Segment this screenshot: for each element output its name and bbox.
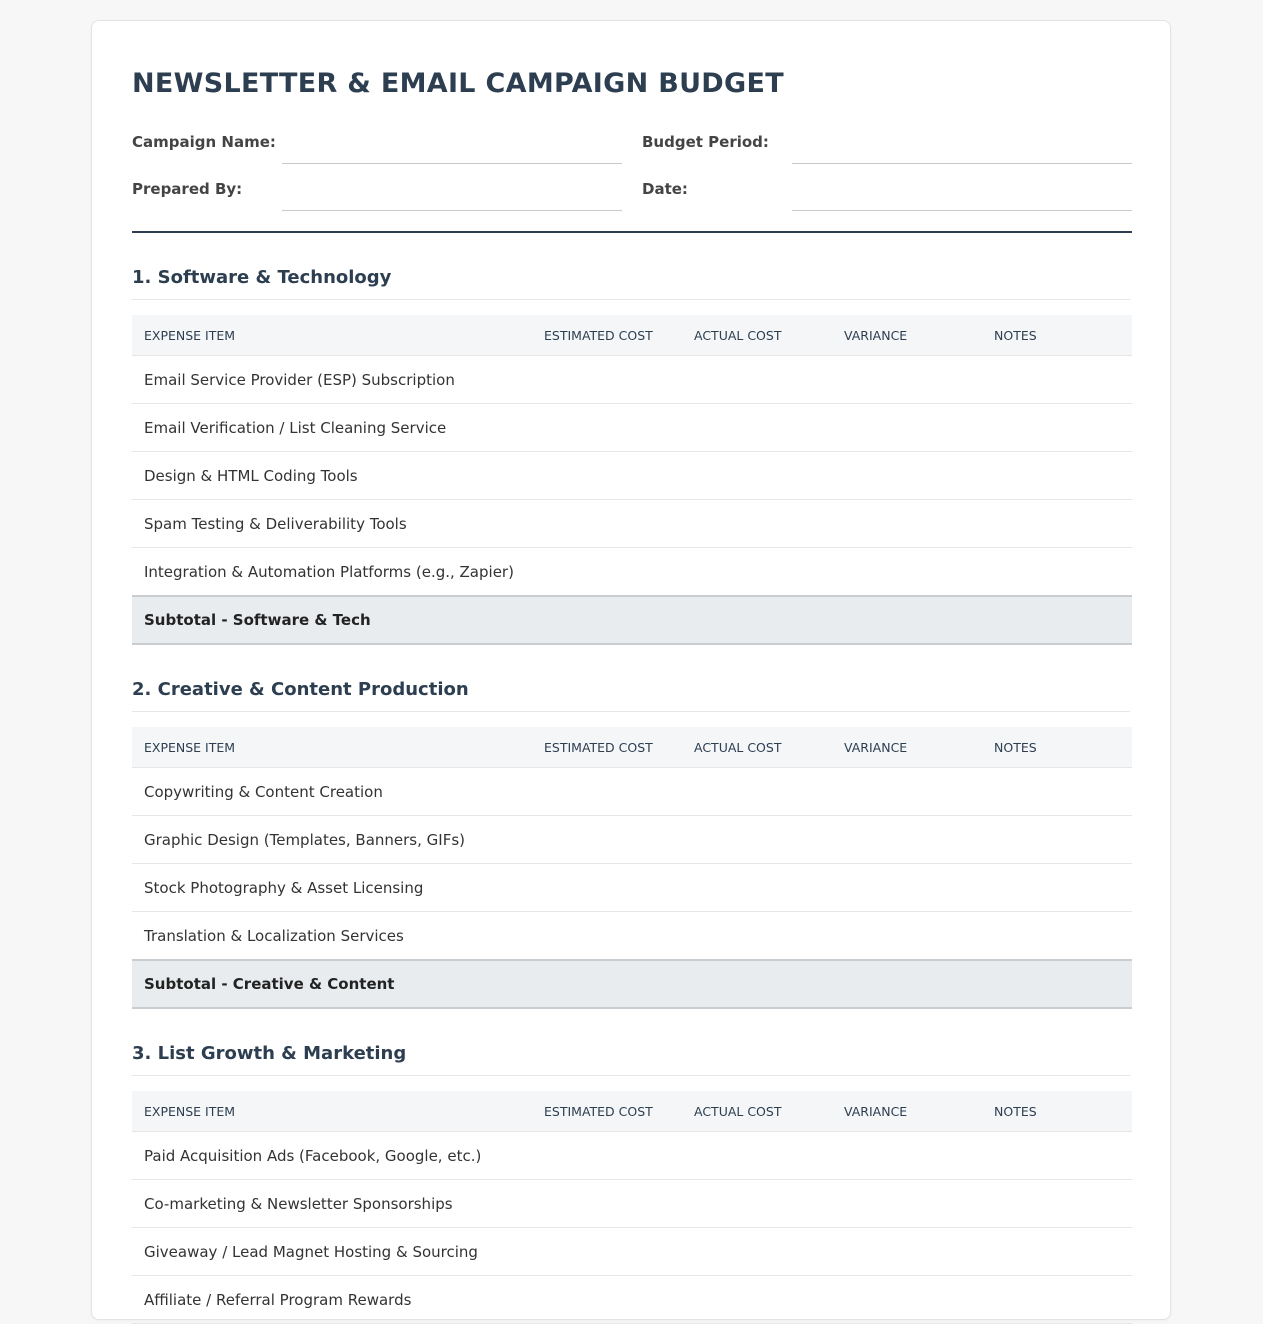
section-title: 3. List Growth & Marketing [132, 1041, 1130, 1076]
notes-cell[interactable] [982, 864, 1132, 912]
expense-item-cell: Spam Testing & Deliverability Tools [132, 500, 532, 548]
actual-cost-cell[interactable] [682, 404, 832, 452]
subtotal-row [132, 596, 1132, 644]
table-row [132, 404, 1132, 452]
date-label: Date: [642, 180, 688, 198]
expense-item-cell: Co-marketing & Newsletter Sponsorships [132, 1180, 532, 1228]
table-row [132, 1276, 1132, 1324]
estimated-cost-cell[interactable] [532, 768, 682, 816]
expense-item-cell: Giveaway / Lead Magnet Hosting & Sourcing [132, 1228, 532, 1276]
notes-cell[interactable] [982, 452, 1132, 500]
variance-cell[interactable] [832, 1180, 982, 1228]
estimated-cost-cell[interactable] [532, 1180, 682, 1228]
actual-cost-cell[interactable] [682, 864, 832, 912]
notes-cell[interactable] [982, 816, 1132, 864]
column-header-expense-item: EXPENSE ITEM [132, 1091, 532, 1132]
column-header-notes: NOTES [982, 1091, 1132, 1132]
expense-item-cell: Graphic Design (Templates, Banners, GIFs) [132, 816, 532, 864]
expense-item-cell: Design & HTML Coding Tools [132, 452, 532, 500]
prepared-by-label: Prepared By: [132, 180, 243, 198]
meta-row [132, 173, 1132, 211]
variance-cell[interactable] [832, 500, 982, 548]
table-row [132, 500, 1132, 548]
prepared-by-input[interactable] [282, 173, 622, 211]
actual-cost-cell[interactable] [682, 548, 832, 597]
column-header-estimated-cost: ESTIMATED COST [532, 1091, 682, 1132]
actual-cost-cell[interactable] [682, 356, 832, 404]
notes-cell[interactable] [982, 500, 1132, 548]
campaign-name-input[interactable] [282, 126, 622, 164]
subtotal-notes-cell[interactable] [982, 960, 1132, 1008]
actual-cost-cell[interactable] [682, 1180, 832, 1228]
notes-cell[interactable] [982, 548, 1132, 597]
notes-cell[interactable] [982, 1180, 1132, 1228]
table-row [132, 768, 1132, 816]
variance-cell[interactable] [832, 452, 982, 500]
expense-item-cell: Integration & Automation Platforms (e.g., Zapier) [132, 548, 532, 597]
column-header-variance: VARIANCE [832, 315, 982, 356]
table-header-row [132, 727, 1132, 768]
meta-row [132, 126, 1132, 164]
actual-cost-cell[interactable] [682, 1228, 832, 1276]
campaign-name-label: Campaign Name: [132, 133, 276, 151]
variance-cell[interactable] [832, 548, 982, 597]
notes-cell[interactable] [982, 1276, 1132, 1324]
section-software-technology [132, 265, 1130, 645]
actual-cost-cell[interactable] [682, 1132, 832, 1180]
column-header-estimated-cost: ESTIMATED COST [532, 315, 682, 356]
column-header-notes: NOTES [982, 727, 1132, 768]
budget-period-label: Budget Period: [642, 133, 769, 151]
estimated-cost-cell[interactable] [532, 500, 682, 548]
expense-item-cell: Translation & Localization Services [132, 912, 532, 961]
actual-cost-cell[interactable] [682, 1276, 832, 1324]
expense-item-cell: Paid Acquisition Ads (Facebook, Google, etc.) [132, 1132, 532, 1180]
notes-cell[interactable] [982, 912, 1132, 961]
subtotal-actual-cell[interactable] [682, 596, 832, 644]
variance-cell[interactable] [832, 356, 982, 404]
variance-cell[interactable] [832, 1132, 982, 1180]
estimated-cost-cell[interactable] [532, 864, 682, 912]
column-header-actual-cost: ACTUAL COST [682, 1091, 832, 1132]
column-header-expense-item: EXPENSE ITEM [132, 727, 532, 768]
variance-cell[interactable] [832, 816, 982, 864]
subtotal-row [132, 960, 1132, 1008]
actual-cost-cell[interactable] [682, 816, 832, 864]
notes-cell[interactable] [982, 1228, 1132, 1276]
notes-cell[interactable] [982, 1132, 1132, 1180]
estimated-cost-cell[interactable] [532, 912, 682, 961]
table-row [132, 1228, 1132, 1276]
expense-item-cell: Stock Photography & Asset Licensing [132, 864, 532, 912]
page-title: NEWSLETTER & EMAIL CAMPAIGN BUDGET [132, 68, 784, 99]
table-row [132, 816, 1132, 864]
expense-table [132, 1091, 1132, 1324]
expense-item-cell: Affiliate / Referral Program Rewards [132, 1276, 532, 1324]
subtotal-estimated-cell[interactable] [532, 960, 682, 1008]
expense-item-cell: Email Service Provider (ESP) Subscription [132, 356, 532, 404]
table-row [132, 452, 1132, 500]
table-row [132, 356, 1132, 404]
budget-period-input[interactable] [792, 126, 1132, 164]
subtotal-label: Subtotal - Software & Tech [132, 596, 532, 644]
actual-cost-cell[interactable] [682, 768, 832, 816]
estimated-cost-cell[interactable] [532, 1132, 682, 1180]
estimated-cost-cell[interactable] [532, 816, 682, 864]
table-row [132, 1180, 1132, 1228]
variance-cell[interactable] [832, 1276, 982, 1324]
estimated-cost-cell[interactable] [532, 1228, 682, 1276]
table-row [132, 912, 1132, 961]
campaign-name-field [132, 126, 622, 164]
subtotal-estimated-cell[interactable] [532, 596, 682, 644]
table-header-row [132, 315, 1132, 356]
expense-item-cell: Copywriting & Content Creation [132, 768, 532, 816]
prepared-by-field [132, 173, 622, 211]
variance-cell[interactable] [832, 864, 982, 912]
column-header-actual-cost: ACTUAL COST [682, 727, 832, 768]
column-header-notes: NOTES [982, 315, 1132, 356]
estimated-cost-cell[interactable] [532, 404, 682, 452]
estimated-cost-cell[interactable] [532, 1276, 682, 1324]
table-row [132, 548, 1132, 597]
column-header-variance: VARIANCE [832, 1091, 982, 1132]
actual-cost-cell[interactable] [682, 912, 832, 961]
variance-cell[interactable] [832, 1228, 982, 1276]
column-header-expense-item: EXPENSE ITEM [132, 315, 532, 356]
date-field [642, 173, 1132, 211]
column-header-estimated-cost: ESTIMATED COST [532, 727, 682, 768]
variance-cell[interactable] [832, 768, 982, 816]
subtotal-actual-cell[interactable] [682, 960, 832, 1008]
section-title: 1. Software & Technology [132, 265, 1130, 300]
budget-period-field [642, 126, 1132, 164]
budget-document [91, 20, 1171, 1320]
column-header-actual-cost: ACTUAL COST [682, 315, 832, 356]
variance-cell[interactable] [832, 404, 982, 452]
estimated-cost-cell[interactable] [532, 452, 682, 500]
notes-cell[interactable] [982, 404, 1132, 452]
table-row [132, 1132, 1132, 1180]
section-creative-content [132, 677, 1130, 1009]
subtotal-variance-cell[interactable] [832, 960, 982, 1008]
estimated-cost-cell[interactable] [532, 356, 682, 404]
subtotal-notes-cell[interactable] [982, 596, 1132, 644]
notes-cell[interactable] [982, 356, 1132, 404]
column-header-variance: VARIANCE [832, 727, 982, 768]
actual-cost-cell[interactable] [682, 452, 832, 500]
variance-cell[interactable] [832, 912, 982, 961]
expense-table [132, 727, 1132, 1009]
table-header-row [132, 1091, 1132, 1132]
subtotal-variance-cell[interactable] [832, 596, 982, 644]
estimated-cost-cell[interactable] [532, 548, 682, 597]
campaign-info [132, 126, 1132, 233]
section-title: 2. Creative & Content Production [132, 677, 1130, 712]
subtotal-label: Subtotal - Creative & Content [132, 960, 532, 1008]
actual-cost-cell[interactable] [682, 500, 832, 548]
expense-table [132, 315, 1132, 645]
date-input[interactable] [792, 173, 1132, 211]
notes-cell[interactable] [982, 768, 1132, 816]
expense-item-cell: Email Verification / List Cleaning Service [132, 404, 532, 452]
section-list-growth-marketing [132, 1041, 1130, 1324]
table-row [132, 864, 1132, 912]
